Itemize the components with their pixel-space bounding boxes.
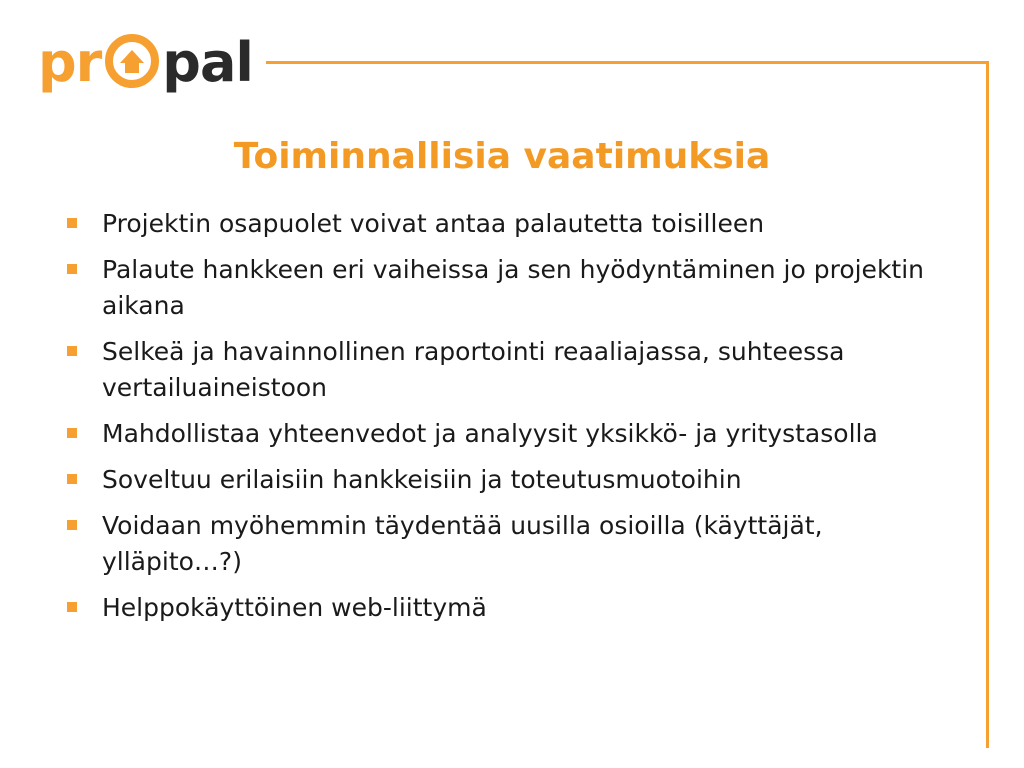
- square-bullet-icon: [67, 474, 77, 484]
- bullet-list: [64, 206, 964, 636]
- bullet-text: Helppokäyttöinen web-liittymä: [102, 593, 487, 622]
- bullet-text: Projektin osapuolet voivat antaa palautetta toisilleen: [102, 209, 765, 238]
- bullet-item: [64, 252, 964, 324]
- bullet-text: Soveltuu erilaisiin hankkeisiin ja toteutusmuotoihin: [102, 465, 742, 494]
- bullet-item: [64, 416, 964, 452]
- square-bullet-icon: [67, 520, 77, 530]
- bullet-item: [64, 590, 964, 626]
- bullet-item: [64, 508, 964, 580]
- bullet-item: [64, 206, 964, 242]
- logo-text-part2: pal: [162, 31, 253, 94]
- bullet-text: Selkeä ja havainnollinen raportointi reaaliajassa, suhteessa vertailuaineistoon: [102, 337, 845, 402]
- bullet-text: Voidaan myöhemmin täydentää uusilla osioilla (käyttäjät, ylläpito…?): [102, 511, 823, 576]
- frame-line-top: [266, 61, 989, 64]
- square-bullet-icon: [67, 346, 77, 356]
- house-in-circle-icon: [104, 33, 160, 89]
- logo-text-part1: pr: [38, 31, 102, 94]
- bullet-text: Palaute hankkeen eri vaiheissa ja sen hyödyntäminen jo projektin aikana: [102, 255, 925, 320]
- square-bullet-icon: [67, 602, 77, 612]
- bullet-item: [64, 334, 964, 406]
- slide-title: Toiminnallisia vaatimuksia: [233, 136, 771, 177]
- square-bullet-icon: [67, 264, 77, 274]
- square-bullet-icon: [67, 218, 77, 228]
- bullet-item: [64, 462, 964, 498]
- square-bullet-icon: [67, 428, 77, 438]
- propal-logo: [38, 28, 253, 98]
- bullet-text: Mahdollistaa yhteenvedot ja analyysit yksikkö- ja yritystasolla: [102, 419, 878, 448]
